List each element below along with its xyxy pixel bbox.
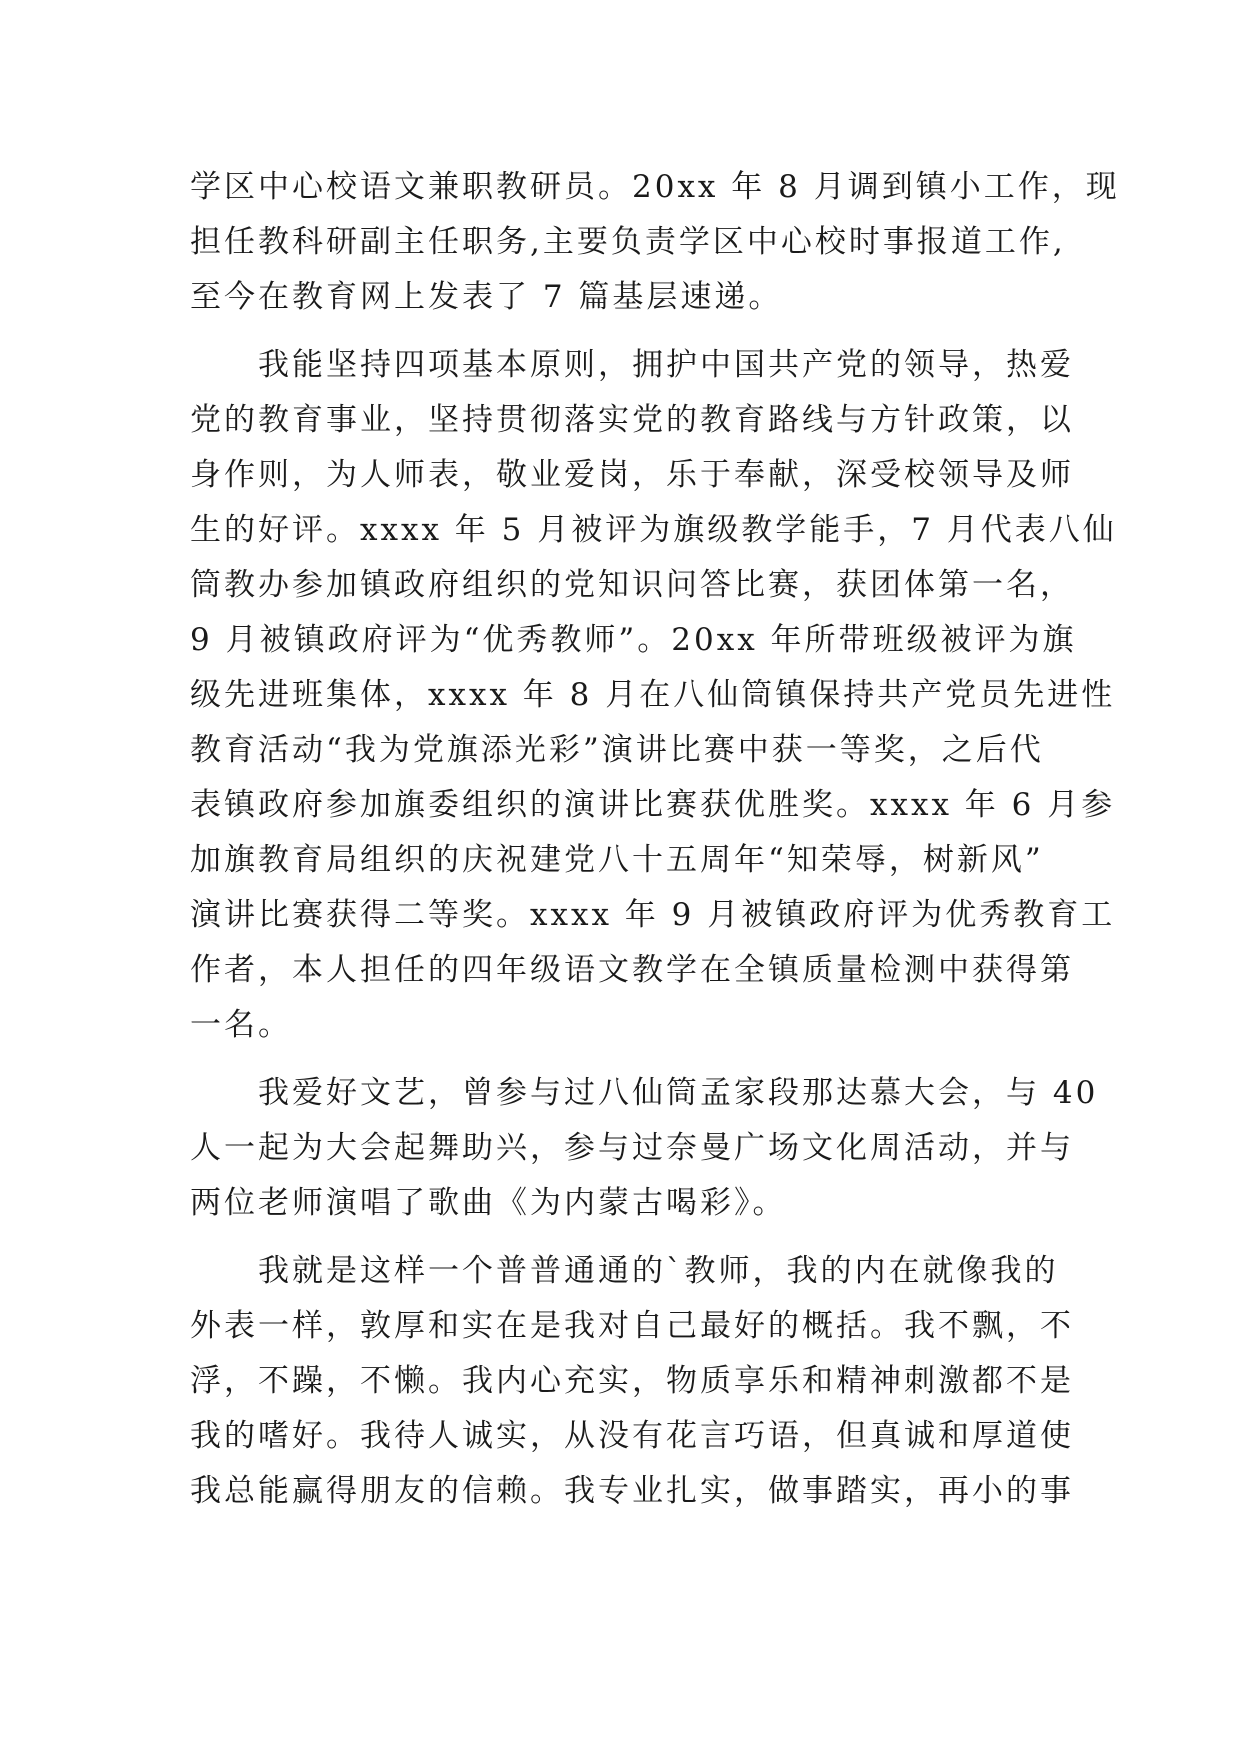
text-line: 我爱好文艺，曾参与过八仙筒孟家段那达慕大会，与 40: [258, 1075, 1099, 1111]
text-line: 表镇政府参加旗委组织的演讲比赛获优胜奖。xxxx 年 6 月参: [190, 787, 1116, 823]
text-line: 9 月被镇政府评为“优秀教师”。20xx 年所带班级被评为旗: [190, 622, 1077, 658]
text-line: 外表一样，敦厚和实在是我对自己最好的概括。我不飘，不: [190, 1308, 1074, 1344]
paragraph: [190, 160, 1120, 325]
paragraph: [190, 1244, 1090, 1519]
text-line: 党的教育事业，坚持贯彻落实党的教育路线与方针政策，以: [190, 402, 1074, 438]
text-line: 生的好评。xxxx 年 5 月被评为旗级教学能手，7 月代表八仙: [190, 512, 1117, 548]
paragraph-gap: [190, 1231, 1090, 1244]
text-line: 浮，不躁，不懒。我内心充实，物质享乐和精神刺激都不是: [190, 1363, 1074, 1399]
text-line: 作者，本人担任的四年级语文教学在全镇质量检测中获得第: [190, 952, 1074, 988]
text-line: 演讲比赛获得二等奖。xxxx 年 9 月被镇政府评为优秀教育工: [190, 897, 1116, 933]
text-line: 担任教科研副主任职务,主要负责学区中心校时事报道工作,: [190, 224, 1066, 260]
text-line: 我的嗜好。我待人诚实，从没有花言巧语，但真诚和厚道使: [190, 1418, 1074, 1454]
text-line: 筒教办参加镇政府组织的党知识问答比赛，获团体第一名，: [190, 567, 1074, 603]
text-line: 身作则，为人师表，敬业爱岗，乐于奉献，深受校领导及师: [190, 457, 1074, 493]
paragraph-gap: [190, 325, 1090, 338]
text-line: 一名。: [190, 1007, 292, 1043]
text-line: 至今在教育网上发表了 7 篇基层速递。: [190, 279, 783, 315]
text-line: 我总能赢得朋友的信赖。我专业扎实，做事踏实，再小的事: [190, 1473, 1074, 1509]
paragraph: [190, 338, 1117, 1053]
text-line: 人一起为大会起舞助兴，参与过奈曼广场文化周活动，并与: [190, 1130, 1074, 1166]
text-line: 我能坚持四项基本原则，拥护中国共产党的领导，热爱: [258, 347, 1074, 383]
paragraph: [190, 1066, 1099, 1231]
document-body: [190, 160, 1120, 1519]
paragraph-gap: [190, 1053, 1090, 1066]
text-line: 教育活动“我为党旗添光彩”演讲比赛中获一等奖，之后代: [190, 732, 1044, 768]
text-line: 加旗教育局组织的庆祝建党八十五周年“知荣辱，树新风”: [190, 842, 1044, 878]
text-line: 级先进班集体，xxxx 年 8 月在八仙筒镇保持共产党员先进性: [190, 677, 1116, 713]
text-line: 学区中心校语文兼职教研员。20xx 年 8 月调到镇小工作，现: [190, 169, 1120, 205]
text-line: 我就是这样一个普普通通的`教师，我的内在就像我的: [258, 1253, 1059, 1289]
text-line: 两位老师演唱了歌曲《为内蒙古喝彩》。: [190, 1185, 787, 1221]
